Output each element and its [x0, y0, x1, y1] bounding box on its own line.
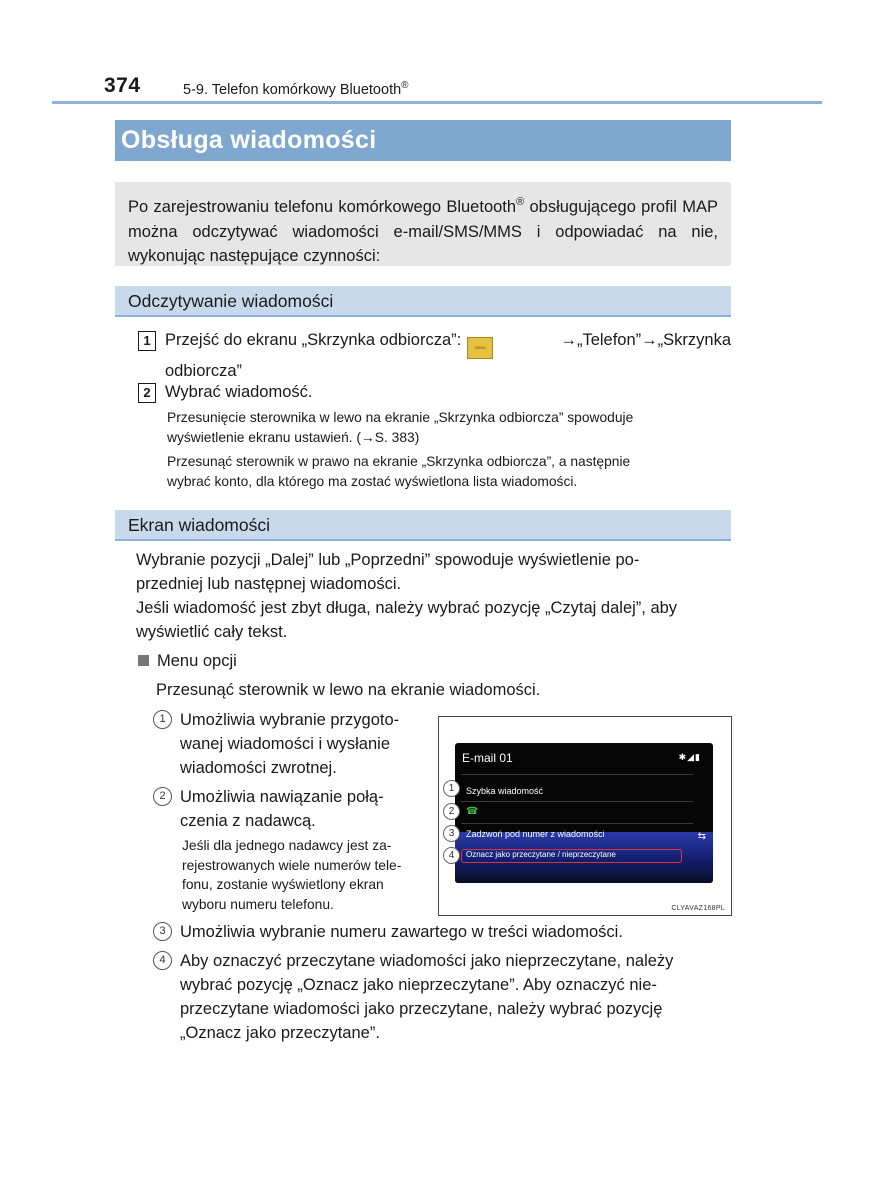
callout-1: 1: [443, 780, 460, 797]
item-2-note-line-4: wyboru numeru telefonu.: [182, 896, 334, 912]
note-2-line-2: wybrać konto, dla którego ma zostać wyświetlona lista wiadomości.: [167, 474, 578, 489]
intro-sup: ®: [516, 196, 525, 208]
screen-divider: [461, 774, 693, 775]
item-2-note: [182, 836, 422, 914]
para-2-line-2: wyświetlić cały tekst.: [136, 623, 288, 641]
page-number: 374: [104, 74, 141, 97]
intro-box: [115, 182, 731, 266]
item-4-number: 4: [153, 951, 172, 970]
email-screen: [455, 743, 713, 883]
step-1-text: [165, 328, 731, 383]
scroll-arrows-icon[interactable]: ⇆: [697, 831, 706, 842]
screen-title: E-mail 01: [462, 751, 513, 765]
para-1-line-2: przedniej lub następnej wiadomości.: [136, 575, 402, 593]
item-1-line-1: Umożliwia wybranie przygoto-: [180, 711, 400, 729]
section-title: Obsługa wiadomości: [121, 126, 377, 154]
item-2-line-1: Umożliwia nawiązanie połą-: [180, 788, 384, 806]
item-3-number: 3: [153, 922, 172, 941]
subheading-bar-reading: [115, 286, 731, 317]
menu-button-icon: MENU: [467, 337, 493, 359]
intro-part1: Po zarejestrowaniu telefonu komórkowego Bluetooth: [128, 198, 517, 216]
step-1-part-c: odbiorcza”: [165, 362, 243, 380]
intro-text: [128, 190, 718, 269]
chapter-title: [183, 80, 409, 98]
item-4-line-1: Aby oznaczyć przeczytane wiadomości jako nieprzeczytane, należy: [180, 952, 674, 970]
subheading-screen: Ekran wiadomości: [128, 515, 270, 535]
figure-code: CLYAVAZ168PL: [671, 905, 725, 912]
subheading-bar-screen: [115, 510, 731, 541]
intro-part2: obsługującego profil MAP można odczytywać wiadomości e-mail/SMS/MMS i odpowiadać na nie, wykonując następujące czynności:: [128, 198, 718, 265]
section-title-bar: [115, 120, 731, 161]
menu-intro: Przesunąć sterownik w lewo na ekranie wiadomości.: [156, 681, 541, 699]
step-1-part-b: →„Telefon”→„Skrzynka: [560, 331, 731, 349]
para-1-line-1: Wybranie pozycji „Dalej” lub „Poprzedni” spowoduje wyświetlenie po-: [136, 551, 640, 569]
callout-4: 4: [443, 847, 460, 864]
screen-divider: [461, 823, 693, 824]
item-2-line-2: czenia z nadawcą.: [180, 812, 316, 830]
note-2-line-1: Przesunąć sterownik w prawo na ekranie „Skrzynka odbiorcza”, a następnie: [167, 454, 631, 469]
chapter-text: 5-9. Telefon komórkowy Bluetooth: [183, 82, 402, 98]
status-icons: ✱◢▮: [678, 752, 701, 762]
para-2-line-1: Jeśli wiadomość jest zbyt długa, należy wybrać pozycję „Czytaj dalej”, aby: [136, 599, 678, 617]
subheading-reading: Odczytywanie wiadomości: [128, 291, 334, 311]
step-2-box: 2: [138, 383, 156, 403]
screen-figure: [438, 716, 732, 916]
menu-heading: Menu opcji: [157, 652, 237, 670]
step-1-part-a: [165, 328, 497, 359]
callout-3: 3: [443, 825, 460, 842]
item-2-note-line-1: Jeśli dla jednego nadawcy jest za-: [182, 838, 392, 853]
note-1-line-2: wyświetlenie ekranu ustawień. (→S. 383): [167, 430, 420, 445]
para-2: [136, 596, 731, 644]
step-2-text: Wybrać wiadomość.: [165, 383, 313, 401]
item-4-line-3: przeczytane wiadomości jako przeczytane, należy wybrać pozycję: [180, 1000, 663, 1018]
bullet-square-icon: [138, 655, 149, 666]
step-1-a: Przejść do ekranu „Skrzynka odbiorcza”:: [165, 331, 462, 349]
item-2-number: 2: [153, 787, 172, 806]
item-2-text: [180, 785, 423, 833]
item-1-text: [180, 708, 423, 780]
item-3-text: Umożliwia wybranie numeru zawartego w treści wiadomości.: [180, 923, 623, 941]
para-1: [136, 548, 731, 596]
screen-item-quick-message[interactable]: Szybka wiadomość: [466, 786, 544, 796]
note-1: [167, 408, 731, 448]
screen-item-call-number[interactable]: Zadzwoń pod numer z wiadomości: [466, 829, 605, 839]
chapter-sup: ®: [401, 80, 409, 91]
item-4-line-4: „Oznacz jako przeczytane”.: [180, 1024, 380, 1042]
step-1-box: 1: [138, 331, 156, 351]
phone-icon[interactable]: ☎: [466, 806, 479, 817]
item-4-line-2: wybrać pozycję „Oznacz jako nieprzeczytane”. Aby oznaczyć nie-: [180, 976, 657, 994]
item-1-line-2: wanej wiadomości i wysłanie: [180, 735, 391, 753]
item-1-line-3: wiadomości zwrotnej.: [180, 759, 337, 777]
item-2-note-line-3: fonu, zostanie wyświetlony ekran: [182, 877, 384, 892]
header-rule: [52, 101, 822, 104]
note-2: [167, 452, 731, 492]
item-4-text: [180, 949, 731, 1045]
screen-divider: [461, 801, 693, 802]
callout-2: 2: [443, 803, 460, 820]
item-1-number: 1: [153, 710, 172, 729]
screen-item-mark-read[interactable]: Oznacz jako przeczytane / nieprzeczytane: [466, 850, 616, 859]
note-1-line-1: Przesunięcie sterownika w lewo na ekranie „Skrzynka odbiorcza” spowoduje: [167, 410, 634, 425]
item-2-note-line-2: rejestrowanych wiele numerów tele-: [182, 857, 402, 873]
